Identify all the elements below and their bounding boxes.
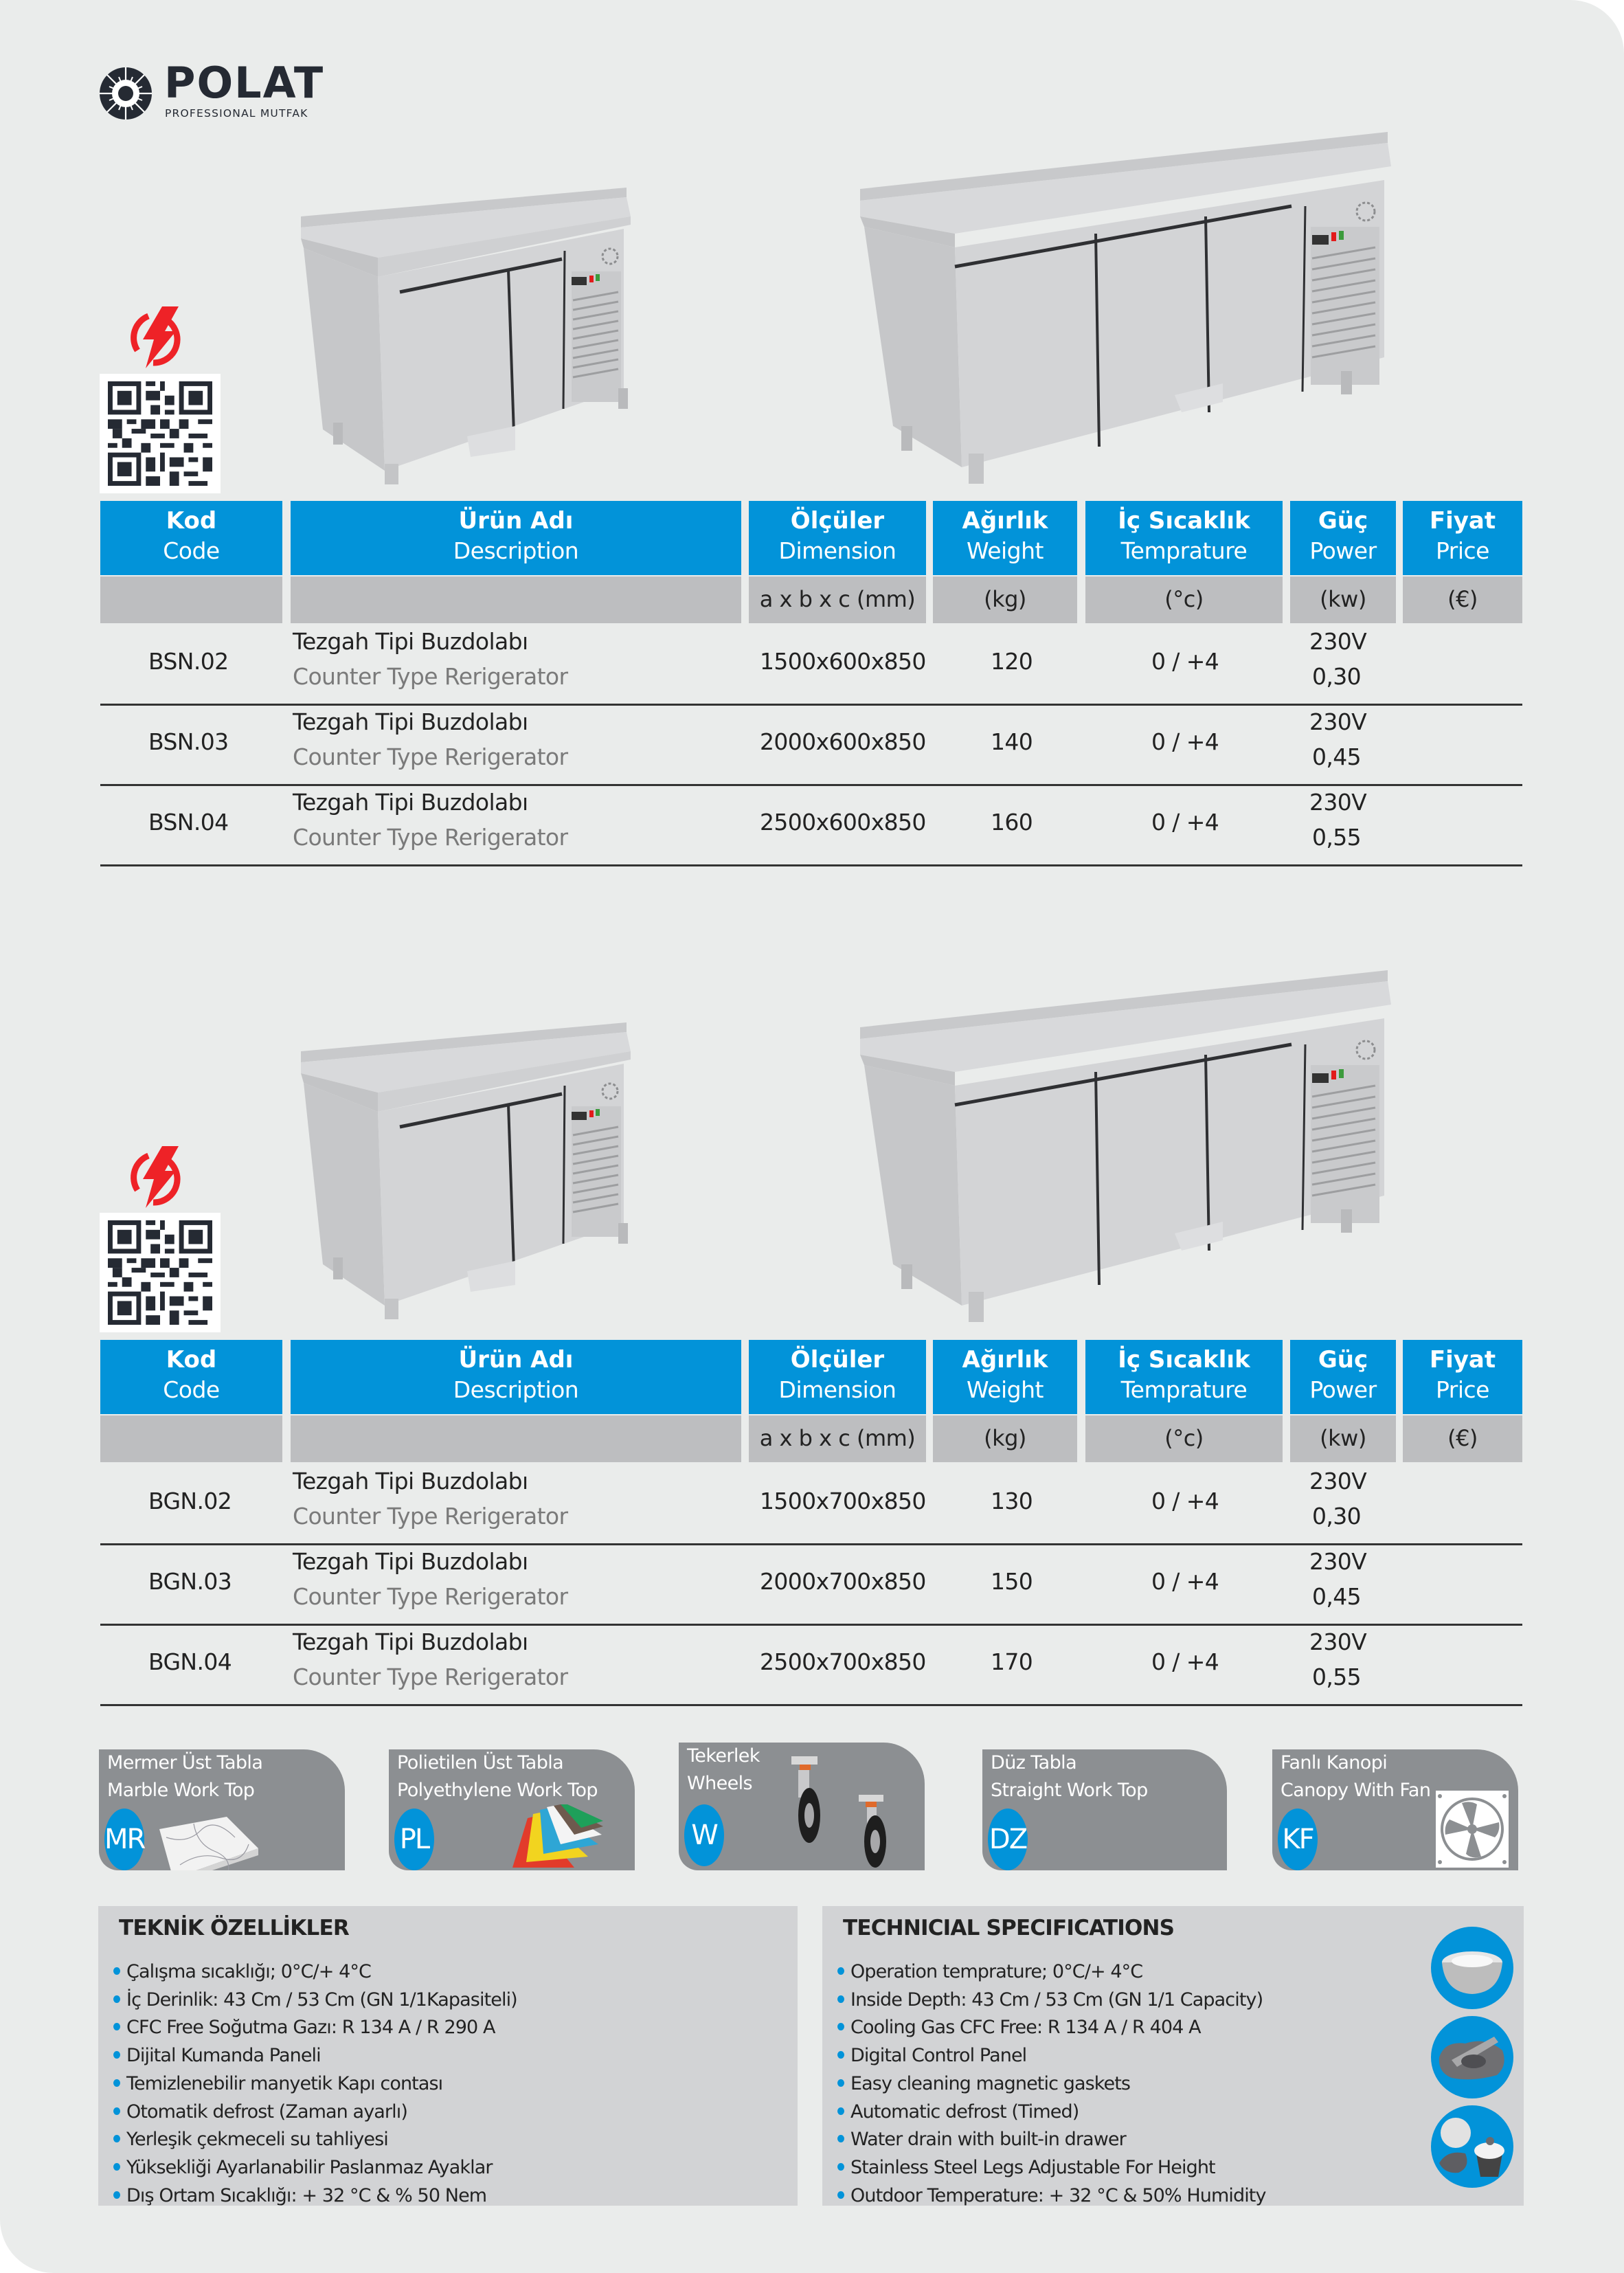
option-badge: KF	[1278, 1809, 1318, 1870]
product-temperature: 0 / +4	[1151, 648, 1219, 675]
option-badge: DZ	[988, 1809, 1028, 1870]
option-title-tr: Tekerlek	[687, 1745, 760, 1767]
option-title-en: Wheels	[687, 1773, 753, 1794]
spec-item: Temizlenebilir manyetik Kapı contası	[113, 2070, 517, 2098]
col-price: Fiyat Price	[1403, 1340, 1522, 1414]
table-row	[100, 624, 1522, 706]
option-wheels[interactable]	[679, 1743, 925, 1870]
product-power: 0,55	[1312, 1664, 1362, 1690]
product-temperature: 0 / +4	[1151, 728, 1219, 755]
product-code: BGN.03	[148, 1568, 232, 1595]
option-badge: PL	[394, 1809, 434, 1870]
lightning-power-icon	[122, 302, 191, 371]
product-dimension: 2000x600x850	[760, 728, 926, 755]
qr-code-icon[interactable]	[100, 374, 221, 493]
spec-item: Yerleşik çekmeceli su tahliyesi	[113, 2126, 517, 2154]
product-dimension: 1500x700x850	[760, 1488, 926, 1514]
option-title-en: Straight Work Top	[991, 1780, 1148, 1801]
spec-item: İç Derinlik: 43 Cm / 53 Cm (GN 1/1Kapasiteli)	[113, 1986, 517, 2015]
option-badge: MR	[104, 1809, 144, 1870]
spec-item: CFC Free Soğutma Gazı: R 134 A / R 290 A	[113, 2014, 517, 2042]
product-power: 0,45	[1312, 743, 1362, 770]
product-code: BSN.03	[148, 728, 229, 755]
col-code: Kod Code	[100, 501, 282, 575]
product-voltage: 230V	[1309, 708, 1367, 735]
spec-item: Yüksekliği Ayarlanabilir Paslanmaz Ayaklar	[113, 2154, 517, 2182]
col-weight: Ağırlık Weight	[933, 1340, 1077, 1414]
product-name-tr: Tezgah Tipi Buzdolabı	[293, 1548, 528, 1575]
bullet-icon	[837, 2079, 844, 2087]
brand-tagline: PROFESSIONAL MUTFAK	[165, 107, 308, 120]
product-weight: 130	[991, 1488, 1033, 1514]
product-voltage: 230V	[1309, 1468, 1367, 1494]
spec-item: Automatic defrost (Timed)	[837, 2098, 1266, 2127]
unit-temperature: (°c)	[1085, 576, 1283, 623]
table-row	[100, 1464, 1522, 1545]
product-weight: 170	[991, 1648, 1033, 1675]
table-row	[100, 704, 1522, 786]
col-power: Güç Power	[1290, 501, 1396, 575]
bullet-icon	[113, 2191, 120, 2199]
product-temperature: 0 / +4	[1151, 809, 1219, 836]
meat-icon	[1431, 2016, 1513, 2098]
product-name-tr: Tezgah Tipi Buzdolabı	[293, 708, 528, 735]
product-power: 0,45	[1312, 1583, 1362, 1610]
col-weight: Ağırlık Weight	[933, 501, 1077, 575]
fridge-2door-image	[295, 182, 721, 484]
option-title-tr: Mermer Üst Tabla	[107, 1752, 263, 1773]
product-temperature: 0 / +4	[1151, 1568, 1219, 1595]
product-name-tr: Tezgah Tipi Buzdolabı	[293, 1628, 528, 1655]
spec-item: Dijital Kumanda Paneli	[113, 2042, 517, 2070]
product-name-tr: Tezgah Tipi Buzdolabı	[293, 1468, 528, 1494]
bullet-icon	[837, 2163, 844, 2171]
bullet-icon	[837, 2023, 844, 2030]
product-power: 0,30	[1312, 1503, 1362, 1530]
option-title-tr: Polietilen Üst Tabla	[397, 1752, 564, 1773]
product-name-en: Counter Type Rerigerator	[293, 1503, 568, 1530]
product-name-tr: Tezgah Tipi Buzdolabı	[293, 628, 528, 655]
unit-weight: (kg)	[933, 576, 1077, 623]
bullet-icon	[837, 2135, 844, 2142]
caster-wheels-icon	[790, 1754, 907, 1870]
specs-list-en	[837, 1958, 1266, 2210]
product-dimension: 1500x600x850	[760, 648, 926, 675]
bullet-icon	[113, 1967, 120, 1975]
col-temperature: İç Sıcaklık Temprature	[1085, 501, 1283, 575]
option-title-en: Marble Work Top	[107, 1780, 255, 1801]
product-name-en: Counter Type Rerigerator	[293, 824, 568, 851]
tech-specs-tr	[98, 1906, 798, 2206]
bullet-icon	[837, 2107, 844, 2115]
option-badge: W	[684, 1804, 724, 1866]
option-title-en: Polyethylene Work Top	[397, 1780, 598, 1801]
option-title-en: Canopy With Fan	[1281, 1780, 1431, 1801]
bullet-icon	[113, 2135, 120, 2142]
product-power: 0,55	[1312, 824, 1362, 851]
unit-code	[100, 1415, 282, 1462]
brand-logo	[98, 58, 332, 121]
col-power: Güç Power	[1290, 1340, 1396, 1414]
unit-price: (€)	[1403, 576, 1522, 623]
product-code: BGN.02	[148, 1488, 232, 1514]
product-temperature: 0 / +4	[1151, 1648, 1219, 1675]
dessert-icon	[1431, 2105, 1513, 2188]
option-polyethylene-work-top[interactable]	[389, 1749, 635, 1870]
spec-item: Stainless Steel Legs Adjustable For Height	[837, 2154, 1266, 2182]
product-dimension: 2500x700x850	[760, 1648, 926, 1675]
unit-description	[291, 576, 741, 623]
unit-power: (kw)	[1290, 1415, 1396, 1462]
bullet-icon	[837, 1995, 844, 2003]
bullet-icon	[113, 2051, 120, 2059]
unit-weight: (kg)	[933, 1415, 1077, 1462]
product-name-en: Counter Type Rerigerator	[293, 1664, 568, 1690]
bullet-icon	[113, 1995, 120, 2003]
fridge-3door-image	[852, 962, 1408, 1326]
product-name-en: Counter Type Rerigerator	[293, 1583, 568, 1610]
option-title-tr: Fanlı Kanopi	[1281, 1752, 1388, 1773]
product-name-en: Counter Type Rerigerator	[293, 743, 568, 770]
spec-item: Otomatik defrost (Zaman ayarlı)	[113, 2098, 517, 2127]
bullet-icon	[113, 2107, 120, 2115]
specs-title-en: TECHNICIAL SPECIFICATIONS	[843, 1916, 1175, 1940]
spec-item: Dış Ortam Sıcaklığı: + 32 °C & % 50 Nem	[113, 2182, 517, 2210]
col-price: Fiyat Price	[1403, 501, 1522, 575]
spec-item: Outdoor Temperature: + 32 °C & 50% Humidity	[837, 2182, 1266, 2210]
col-temperature: İç Sıcaklık Temprature	[1085, 1340, 1283, 1414]
product-name-en: Counter Type Rerigerator	[293, 663, 568, 690]
product-voltage: 230V	[1309, 789, 1367, 816]
spec-item: Cooling Gas CFC Free: R 134 A / R 404 A	[837, 2014, 1266, 2042]
product-weight: 120	[991, 648, 1033, 675]
spec-item: Water drain with built-in drawer	[837, 2126, 1266, 2154]
cutting-boards-icon	[512, 1804, 622, 1870]
col-description: Ürün Adı Description	[291, 1340, 741, 1414]
col-dimension: Ölçüler Dimension	[749, 501, 926, 575]
option-canopy-with-fan[interactable]	[1272, 1749, 1518, 1870]
product-voltage: 230V	[1309, 628, 1367, 655]
unit-dimension: a x b x c (mm)	[749, 1415, 926, 1462]
product-weight: 140	[991, 728, 1033, 755]
table-row	[100, 1624, 1522, 1706]
unit-code	[100, 576, 282, 623]
marble-slab-icon	[159, 1817, 260, 1870]
sunburst-logo-icon	[98, 66, 153, 121]
product-voltage: 230V	[1309, 1548, 1367, 1575]
bullet-icon	[113, 2023, 120, 2030]
spec-item: Easy cleaning magnetic gaskets	[837, 2070, 1266, 2098]
unit-price: (€)	[1403, 1415, 1522, 1462]
spec-item: Çalışma sıcaklığı; 0°C/+ 4°C	[113, 1958, 517, 1986]
specs-title-tr: TEKNİK ÖZELLİKLER	[119, 1916, 349, 1940]
bullet-icon	[837, 2191, 844, 2199]
product-code: BSN.02	[148, 648, 229, 675]
product-voltage: 230V	[1309, 1628, 1367, 1655]
unit-power: (kw)	[1290, 576, 1396, 623]
option-straight-work-top[interactable]	[982, 1749, 1227, 1870]
bullet-icon	[837, 1967, 844, 1975]
brand-name: POLAT	[164, 58, 325, 108]
product-power: 0,30	[1312, 663, 1362, 690]
table-row	[100, 785, 1522, 866]
tech-specs-en	[822, 1906, 1524, 2206]
product-dimension: 2000x700x850	[760, 1568, 926, 1595]
product-temperature: 0 / +4	[1151, 1488, 1219, 1514]
qr-code-icon[interactable]	[100, 1213, 221, 1332]
spec-item: Digital Control Panel	[837, 2042, 1266, 2070]
product-dimension: 2500x600x850	[760, 809, 926, 836]
fridge-3door-image	[852, 124, 1408, 488]
option-title-tr: Düz Tabla	[991, 1752, 1077, 1773]
product-weight: 160	[991, 809, 1033, 836]
unit-temperature: (°c)	[1085, 1415, 1283, 1462]
col-description: Ürün Adı Description	[291, 501, 741, 575]
col-code: Kod Code	[100, 1340, 282, 1414]
spec-item: Operation temprature; 0°C/+ 4°C	[837, 1958, 1266, 1986]
fridge-2door-image	[295, 1007, 721, 1330]
product-weight: 150	[991, 1568, 1033, 1595]
unit-description	[291, 1415, 741, 1462]
col-dimension: Ölçüler Dimension	[749, 1340, 926, 1414]
lightning-power-icon	[122, 1142, 191, 1211]
spec-item: Inside Depth: 43 Cm / 53 Cm (GN 1/1 Capacity)	[837, 1986, 1266, 2015]
yogurt-bowl-icon	[1431, 1927, 1513, 2009]
fan-icon	[1436, 1791, 1509, 1868]
unit-dimension: a x b x c (mm)	[749, 576, 926, 623]
product-code: BSN.04	[148, 809, 229, 836]
table-row	[100, 1544, 1522, 1626]
bullet-icon	[113, 2079, 120, 2087]
product-code: BGN.04	[148, 1648, 232, 1675]
bullet-icon	[113, 2163, 120, 2171]
bullet-icon	[837, 2051, 844, 2059]
specs-list-tr	[113, 1958, 517, 2210]
option-marble-work-top[interactable]	[99, 1749, 345, 1870]
product-name-tr: Tezgah Tipi Buzdolabı	[293, 789, 528, 816]
